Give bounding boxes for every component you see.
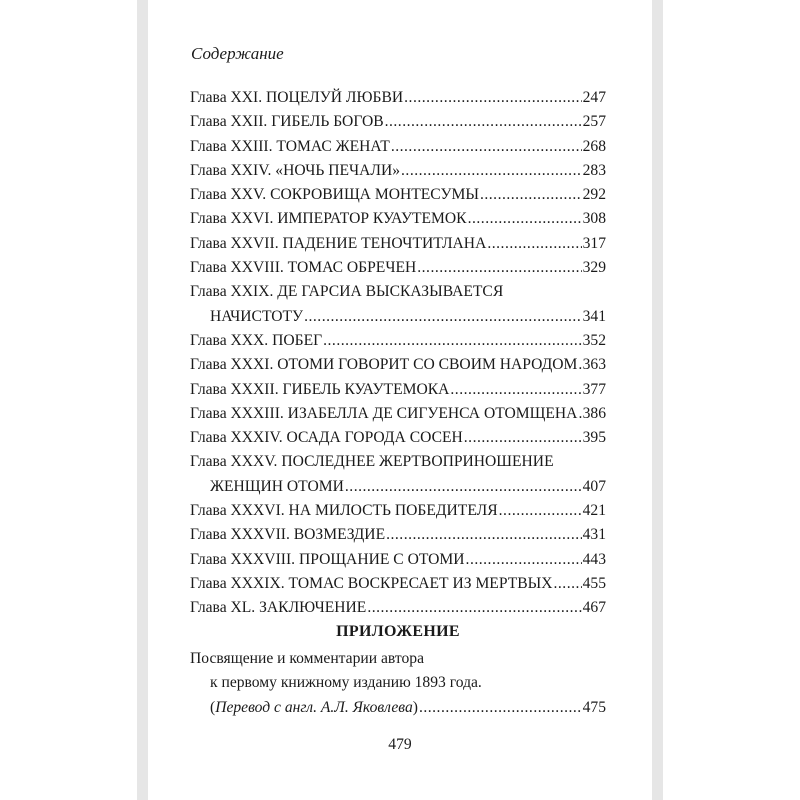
table-of-contents	[190, 86, 606, 621]
toc-entry-title: Глава XXXVII. ВОЗМЕЗДИЕ	[190, 526, 386, 544]
toc-entry-page: 317	[582, 234, 606, 252]
toc-entry-page: 308	[582, 210, 606, 228]
appendix-paren-open: (	[210, 698, 216, 716]
toc-entry	[190, 256, 606, 280]
toc-entry-title: Глава XXXV. ПОСЛЕДНЕЕ ЖЕРТВОПРИНОШЕНИЕ	[190, 453, 554, 471]
toc-entry-page: 377	[582, 380, 606, 398]
toc-entry-title-cont: ЖЕНЩИН ОТОМИ	[210, 477, 344, 495]
toc-entry	[190, 159, 606, 183]
toc-entry-title: Глава XXXVIII. ПРОЩАНИЕ С ОТОМИ	[190, 550, 465, 568]
toc-entry-page: 341	[582, 307, 606, 325]
dot-leader	[487, 232, 581, 256]
toc-entry-title: Глава XXXVI. НА МИЛОСТЬ ПОБЕДИТЕЛЯ	[190, 502, 498, 520]
toc-entry-title: Глава XXXIII. ИЗАБЕЛЛА ДЕ СИГУЕНСА ОТОМЩЕНА	[190, 404, 578, 422]
dot-leader	[578, 402, 581, 426]
toc-entry	[190, 135, 606, 159]
toc-entry-page: 283	[582, 161, 606, 179]
appendix-line-1: Посвящение и комментарии автора	[190, 650, 424, 667]
toc-entry	[190, 183, 606, 207]
toc-entry	[190, 110, 606, 134]
appendix-paren-close: )	[412, 698, 418, 716]
toc-entry	[190, 426, 606, 450]
toc-entry-page: 352	[582, 331, 606, 349]
toc-entry-page: 257	[582, 113, 606, 131]
dot-leader	[417, 256, 581, 280]
appendix-line-2: к первому книжному изданию 1893 года.	[210, 674, 482, 692]
toc-entry	[190, 499, 606, 523]
toc-entry-title: Глава XXII. ГИБЕЛЬ БОГОВ	[190, 113, 384, 131]
dot-leader	[304, 305, 582, 329]
toc-entry	[190, 402, 606, 426]
dot-leader	[385, 110, 582, 134]
toc-entry	[190, 450, 606, 499]
dot-leader	[391, 135, 582, 159]
toc-entry-title: Глава XXV. СОКРОВИЩА МОНТЕСУМЫ	[190, 186, 479, 204]
toc-entry-page: 455	[582, 574, 606, 592]
toc-entry-page: 431	[582, 526, 606, 544]
appendix-heading: ПРИЛОЖЕНИЕ	[336, 623, 460, 640]
toc-entry-title: Глава XXXII. ГИБЕЛЬ КУАУТЕМОКА	[190, 380, 450, 398]
toc-entry	[190, 596, 606, 620]
toc-entry-title: Глава XXIII. ТОМАС ЖЕНАТ	[190, 137, 390, 155]
toc-entry	[190, 523, 606, 547]
dot-leader	[578, 353, 581, 377]
dot-leader	[450, 378, 581, 402]
toc-entry-page: 407	[582, 477, 606, 495]
toc-entry-title: Глава XXIX. ДЕ ГАРСИА ВЫСКАЗЫВАЕТСЯ	[190, 283, 504, 301]
toc-entry-title-cont: НАЧИСТОТУ	[210, 307, 304, 325]
toc-entry-page: 386	[582, 404, 606, 422]
toc-entry-page: 329	[582, 259, 606, 277]
dot-leader	[468, 207, 582, 231]
dot-leader	[367, 596, 581, 620]
dot-leader	[466, 548, 582, 572]
dot-leader	[464, 426, 582, 450]
dot-leader	[480, 183, 582, 207]
toc-entry	[190, 329, 606, 353]
dot-leader	[386, 523, 582, 547]
toc-entry	[190, 232, 606, 256]
toc-entry-title: Глава XXVIII. ТОМАС ОБРЕЧЕН	[190, 259, 417, 277]
dot-leader	[345, 475, 582, 499]
appendix-translator: Перевод с англ. А.Л. Яковлева	[215, 698, 413, 716]
appendix-page-number: 475	[582, 698, 606, 716]
toc-entry-page: 421	[582, 502, 606, 520]
toc-entry	[190, 548, 606, 572]
toc-entry-title: Глава XXVI. ИМПЕРАТОР КУАУТЕМОК	[190, 210, 467, 228]
toc-entry	[190, 572, 606, 596]
dot-leader	[554, 572, 582, 596]
toc-entry-title: Глава XXXIV. ОСАДА ГОРОДА СОСЕН	[190, 429, 463, 447]
dot-leader	[419, 696, 582, 720]
toc-entry	[190, 280, 606, 329]
toc-entry-page: 292	[582, 186, 606, 204]
toc-entry	[190, 353, 606, 377]
toc-entry	[190, 86, 606, 110]
page-number: 479	[388, 736, 412, 753]
toc-entry-title: Глава XXVII. ПАДЕНИЕ ТЕНОЧТИТЛАНА	[190, 234, 487, 252]
toc-entry-title: Глава XXXIX. ТОМАС ВОСКРЕСАЕТ ИЗ МЕРТВЫХ	[190, 574, 553, 592]
toc-entry-page: 443	[582, 550, 606, 568]
toc-entry-title: Глава XXX. ПОБЕГ	[190, 331, 323, 349]
dot-leader	[323, 329, 581, 353]
toc-entry-page: 467	[582, 599, 606, 617]
toc-entry-title: Глава XXI. ПОЦЕЛУЙ ЛЮБВИ	[190, 89, 404, 106]
contents-heading: Содержание	[191, 44, 284, 63]
toc-entry-page: 395	[582, 429, 606, 447]
toc-entry-page: 268	[582, 137, 606, 155]
toc-entry-title: Глава XXIV. «НОЧЬ ПЕЧАЛИ»	[190, 161, 401, 179]
toc-entry	[190, 378, 606, 402]
toc-entry	[190, 207, 606, 231]
toc-entry-page: 247	[582, 89, 606, 106]
dot-leader	[401, 159, 582, 183]
dot-leader	[499, 499, 582, 523]
toc-entry-title: Глава XXXI. ОТОМИ ГОВОРИТ СО СВОИМ НАРОДОМ	[190, 356, 578, 374]
dot-leader	[404, 86, 581, 110]
appendix-entry	[190, 647, 606, 720]
toc-entry-page: 363	[582, 356, 606, 374]
toc-entry-title: Глава XL. ЗАКЛЮЧЕНИЕ	[190, 599, 367, 617]
